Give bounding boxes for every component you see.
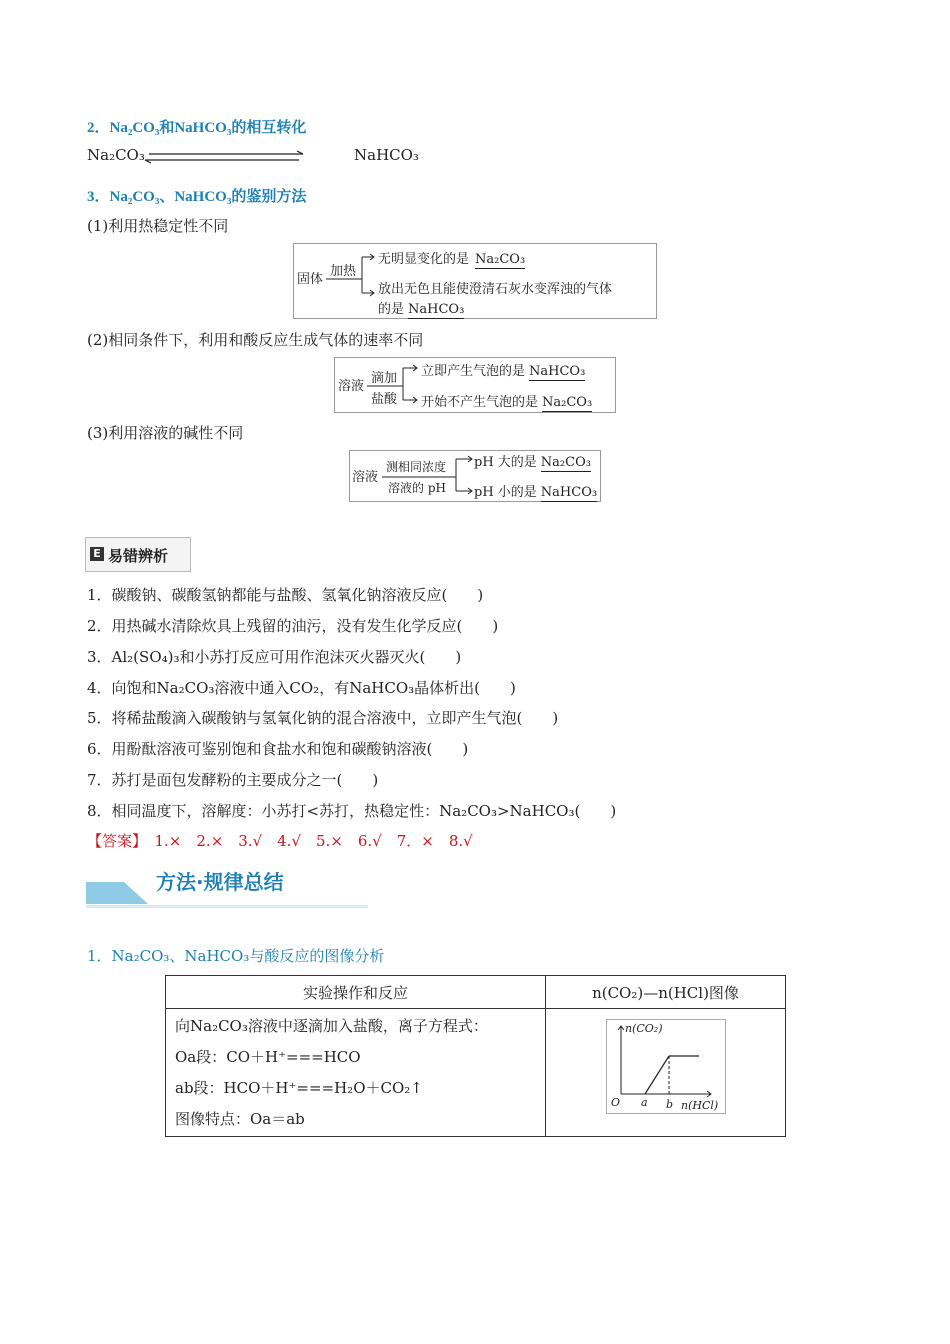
method-2-title: (2)相同条件下，利用和酸反应生成气体的速率不同 bbox=[87, 331, 424, 349]
op-line-2: Oa段：CO＋H⁺===HCO bbox=[175, 1048, 361, 1066]
error-item-2: 2．用热碱水清除炊具上残留的油污，没有发生化学反应( ) bbox=[87, 617, 499, 635]
graph-ylabel: n(CO₂) bbox=[625, 1022, 663, 1035]
graph-a-label: a bbox=[641, 1096, 648, 1109]
bracket-arrow-icon bbox=[326, 249, 376, 309]
m3-r1-answer: Na₂CO₃ bbox=[540, 455, 591, 470]
bracket-arrow-icon bbox=[367, 360, 419, 410]
graph-b-label: b bbox=[666, 1098, 674, 1111]
conversion-right: NaHCO₃ bbox=[354, 146, 419, 164]
m2-action-1: 滴加 bbox=[371, 371, 398, 386]
method-2-diagram bbox=[334, 357, 616, 413]
method-1-title: (1)利用热稳定性不同 bbox=[87, 217, 229, 235]
badge-e-icon: E bbox=[90, 547, 104, 561]
conversion-left: Na₂CO₃ bbox=[87, 146, 145, 164]
error-item-8: 8．相同温度下，溶解度：小苏打<苏打，热稳定性：Na₂CO₃>NaHCO₃( ) bbox=[87, 802, 617, 820]
m3-action-1: 测相同浓度 bbox=[386, 460, 447, 474]
errors-badge bbox=[85, 537, 191, 572]
reaction-table bbox=[165, 975, 786, 1137]
m2-r2-answer: Na₂CO₃ bbox=[542, 395, 593, 410]
error-item-6: 6．用酚酞溶液可鉴别饱和食盐水和饱和碳酸钠溶液( ) bbox=[87, 740, 469, 758]
m3-r2-answer: NaHCO₃ bbox=[540, 485, 598, 500]
method-1-diagram bbox=[293, 243, 657, 319]
table-header-operation: 实验操作和反应 bbox=[166, 976, 546, 1009]
method-3-diagram bbox=[349, 450, 601, 502]
error-item-5: 5．将稀盐酸滴入碳酸钠与氢氧化钠的混合溶液中，立即产生气泡( ) bbox=[87, 709, 559, 727]
m2-r1-text: 立即产生气泡的是 bbox=[421, 364, 526, 379]
m1-result-2b bbox=[378, 298, 464, 317]
m3-result-2 bbox=[474, 481, 597, 500]
bracket-arrow-icon bbox=[382, 453, 474, 499]
answer-line: 【答案】 1.× 2.× 3.√ 4.√ 5.× 6.√ 7．× 8.√ bbox=[87, 832, 473, 850]
op-line-1: 向Na₂CO₃溶液中逐滴加入盐酸，离子方程式： bbox=[175, 1017, 488, 1035]
table-cell-graph bbox=[546, 1009, 786, 1137]
m2-r2-text: 开始不产生气泡的是 bbox=[421, 395, 539, 410]
m3-action-2: 溶液的 pH bbox=[388, 481, 446, 495]
errors-badge-label: 易错辨析 bbox=[108, 547, 169, 565]
graph-origin: O bbox=[611, 1096, 621, 1109]
m2-result-2 bbox=[421, 391, 592, 410]
error-item-4: 4．向饱和Na₂CO₃溶液中通入CO₂，有NaHCO₃晶体析出( ) bbox=[87, 679, 516, 697]
op-line-4: 图像特点：Oa＝ab bbox=[175, 1110, 305, 1128]
m1-r2-answer: NaHCO₃ bbox=[408, 302, 465, 317]
m1-r2-text: 的是 bbox=[378, 302, 405, 317]
m1-result-1 bbox=[378, 248, 525, 267]
m2-r1-answer: NaHCO₃ bbox=[529, 364, 586, 379]
m1-result-2a: 放出无色且能使澄清石灰水变浑浊的气体 bbox=[378, 282, 613, 297]
m3-r1-text: pH 大的是 bbox=[474, 455, 537, 470]
table-cell-operation bbox=[166, 1009, 546, 1137]
error-item-1: 1．碳酸钠、碳酸氢钠都能与盐酸、氢氧化钠溶液反应( ) bbox=[87, 586, 484, 604]
graph-xlabel: n(HCl) bbox=[681, 1099, 719, 1112]
graph-frame bbox=[606, 1019, 726, 1114]
m1-r1-answer: Na₂CO₃ bbox=[475, 252, 526, 267]
m2-action-2: 盐酸 bbox=[371, 392, 398, 407]
table-header-graph: n(CO₂)—n(HCl)图像 bbox=[546, 976, 786, 1009]
m3-result-1 bbox=[474, 451, 591, 470]
m2-result-1 bbox=[421, 360, 585, 379]
m1-subject: 固体 bbox=[297, 272, 324, 287]
double-arrow-icon bbox=[143, 150, 305, 164]
m3-r2-text: pH 小的是 bbox=[474, 485, 537, 500]
m3-subject: 溶液 bbox=[352, 470, 379, 485]
section-2-heading: 2．Na₂CO₃和NaHCO₃的相互转化 bbox=[87, 120, 307, 136]
error-item-3: 3．Al₂(SO₄)₃和小苏打反应可用作泡沫灭火器灭火( ) bbox=[87, 648, 462, 666]
op-line-3: ab段：HCO＋H⁺===H₂O＋CO₂↑ bbox=[175, 1079, 423, 1097]
m1-r1-text: 无明显变化的是 bbox=[378, 252, 470, 267]
section-3-heading: 3．Na₂CO₃、NaHCO₃的鉴别方法 bbox=[87, 189, 307, 205]
m1-action: 加热 bbox=[330, 264, 357, 279]
error-item-7: 7．苏打是面包发酵粉的主要成分之一( ) bbox=[87, 771, 379, 789]
method-banner-title: 方法·规律总结 bbox=[156, 870, 284, 894]
method-3-title: (3)利用溶液的碱性不同 bbox=[87, 424, 244, 442]
method-item-1: 1．Na₂CO₃、NaHCO₃与酸反应的图像分析 bbox=[87, 947, 385, 965]
m2-subject: 溶液 bbox=[338, 379, 365, 394]
